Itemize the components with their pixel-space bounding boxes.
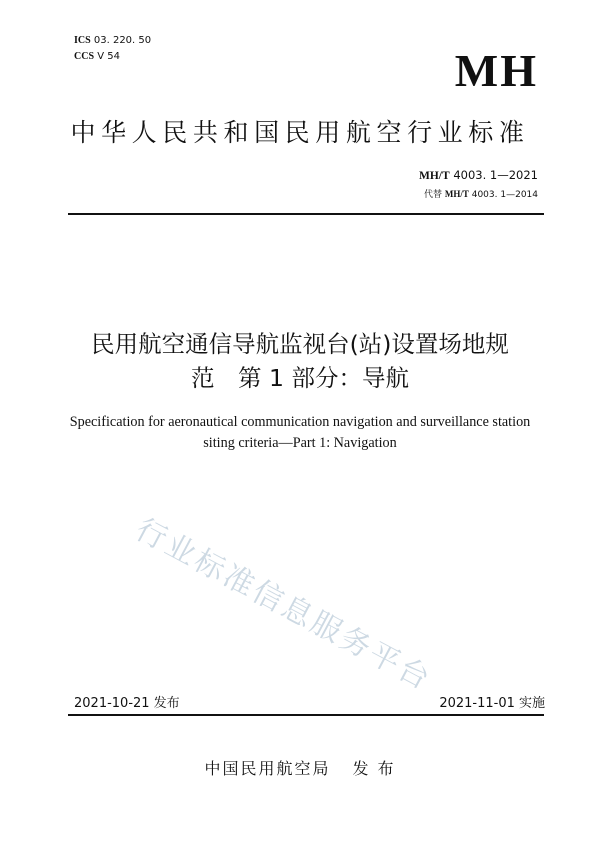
chinese-title bbox=[0, 327, 600, 395]
watermark: 行业标准信息服务平台 bbox=[129, 512, 438, 698]
english-title-line-2: siting criteria—Part 1: Navigation bbox=[203, 435, 397, 451]
industry-title: 中华人民共和国民用航空行业标准 bbox=[70, 118, 530, 147]
issuer-action: 发 布 bbox=[352, 759, 396, 778]
implement-date: 2021-11-01 实施 bbox=[439, 696, 545, 711]
chinese-title-line-2: 范 第 1 部分：导航 bbox=[191, 364, 409, 392]
standard-number: MH/T 4003. 1—2021 bbox=[419, 168, 538, 182]
ics-code: ICS 03. 220. 50 bbox=[74, 35, 152, 46]
english-title-line-1: Specification for aeronautical communication navigation and surveillance station bbox=[69, 414, 531, 430]
english-title bbox=[0, 412, 600, 454]
standard-number-block bbox=[419, 166, 538, 204]
ccs-code: CCS V 54 bbox=[74, 51, 120, 62]
mh-logo: MH bbox=[454, 45, 538, 96]
classification-codes bbox=[74, 33, 151, 65]
publish-date: 2021-10-21 发布 bbox=[74, 696, 180, 711]
issuer bbox=[0, 756, 600, 779]
top-divider bbox=[68, 213, 544, 215]
bottom-divider bbox=[68, 714, 544, 716]
replaces-number: 代替 MH/T 4003. 1—2014 bbox=[423, 189, 538, 200]
issuer-name: 中国民用航空局 bbox=[204, 759, 331, 778]
chinese-title-line-1: 民用航空通信导航监视台(站)设置场地规 bbox=[91, 330, 509, 358]
